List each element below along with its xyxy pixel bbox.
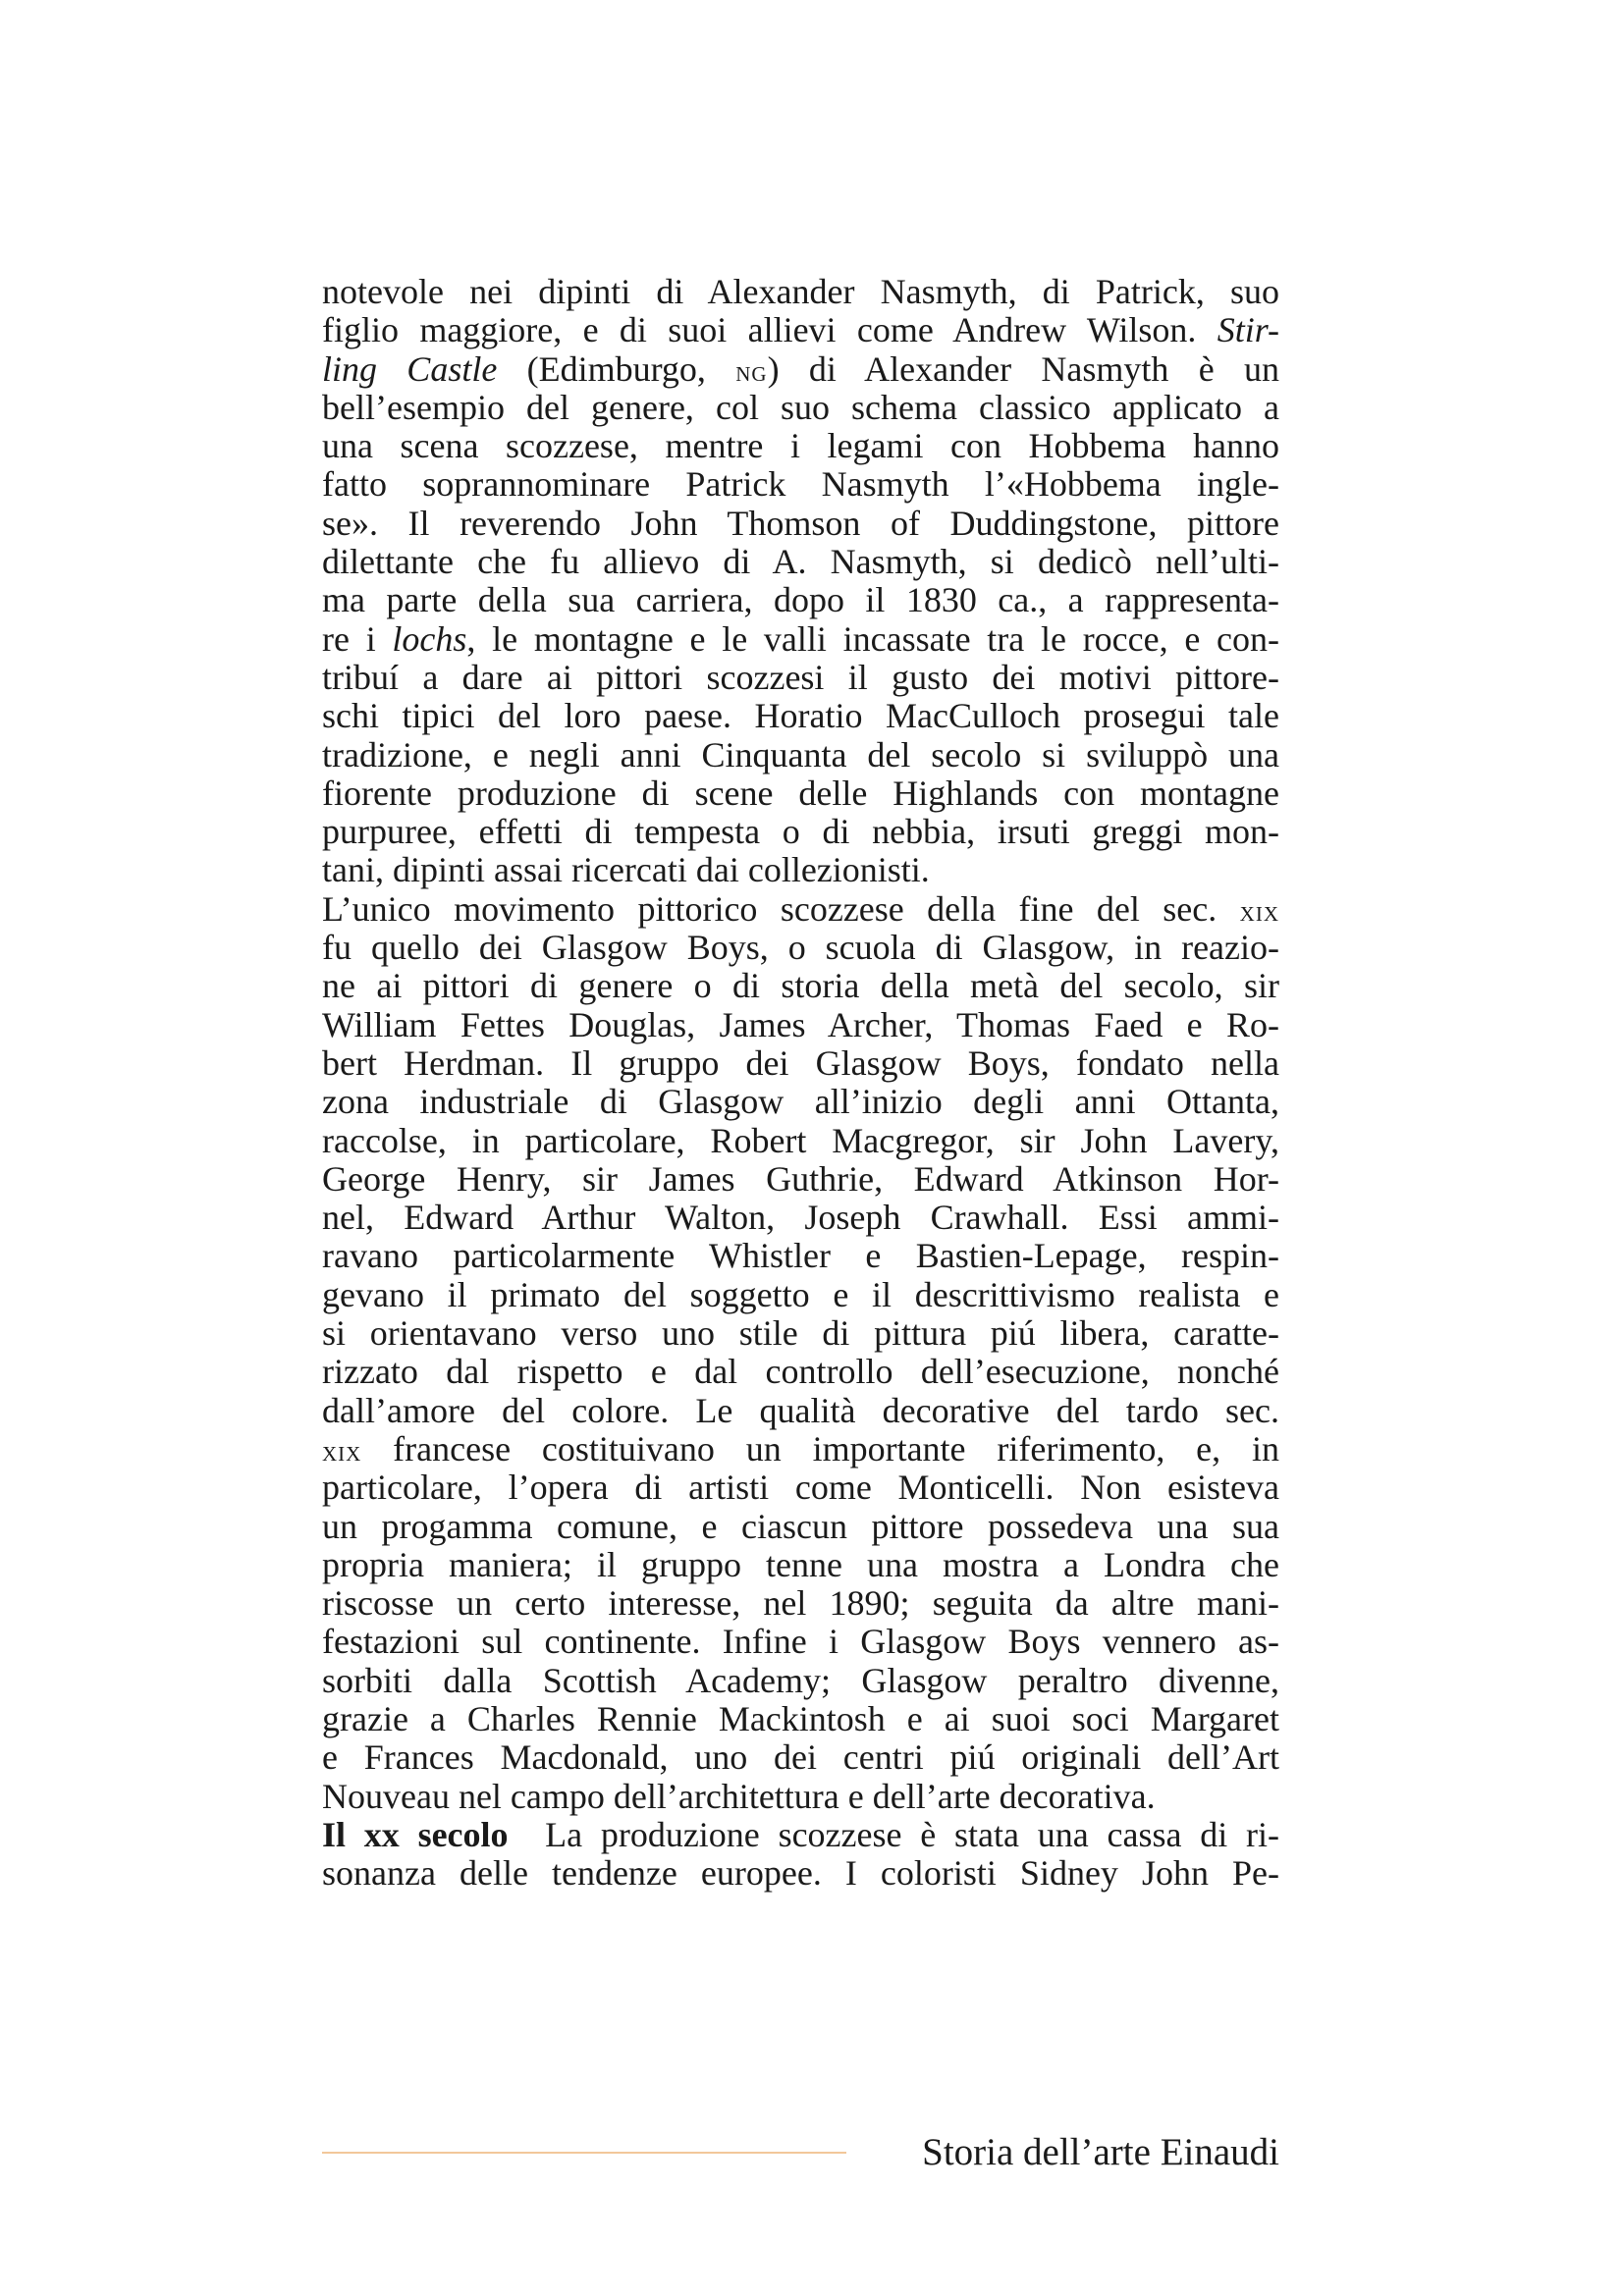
footer-rule — [322, 2152, 846, 2154]
text-line: sonanza delle tendenze europee. I coloristi Sidney John Pe- — [322, 1853, 1279, 1894]
article-body — [322, 273, 1279, 1893]
text-line: bell’esempio del genere, col suo schema classico applicato a — [322, 387, 1279, 427]
text-line: gevano il primato del soggetto e il descrittivismo realista e — [322, 1274, 1279, 1314]
text-line: dilettante che fu allievo di A. Nasmyth, si dedicò nell’ulti- — [322, 542, 1279, 582]
text-line: una scena scozzese, mentre i legami con Hobbema hanno — [322, 426, 1279, 466]
text-line: grazie a Charles Rennie Mackintosh e ai suoi soci Margaret — [322, 1698, 1279, 1738]
text-line: un progamma comune, e ciascun pittore possedeva una sua — [322, 1506, 1279, 1546]
section-heading-line: Il xx secolo La produzione scozzese è stata una cassa di ri- — [322, 1814, 1279, 1854]
text-line: xix francese costituivano un importante riferimento, e, in — [322, 1428, 1279, 1468]
italic-title: ling Castle — [322, 348, 498, 389]
text-line: si orientavano verso uno stile di pittura piú libera, caratte- — [322, 1313, 1279, 1354]
text-line: tani, dipinti assai ricercati dai collezionisti. — [322, 850, 930, 890]
text-line: bert Herdman. Il gruppo dei Glasgow Boys, fondato nella — [322, 1042, 1279, 1083]
text-line: William Fettes Douglas, James Archer, Thomas Faed e Ro- — [322, 1004, 1279, 1044]
text-line: George Henry, sir James Guthrie, Edward Atkinson Hor- — [322, 1158, 1279, 1199]
text-line: ravano particolarmente Whistler e Bastien-Lepage, respin- — [322, 1236, 1279, 1276]
section-heading: Il xx secolo — [322, 1814, 509, 1854]
italic-term: lochs — [392, 618, 467, 659]
text-line: rizzato dal rispetto e dal controllo dell’esecuzione, nonché — [322, 1352, 1279, 1392]
abbreviation: ng — [735, 354, 768, 388]
publication-title: Storia dell’arte Einaudi — [922, 2131, 1279, 2173]
text-line: zona industriale di Glasgow all’inizio degli anni Ottanta, — [322, 1082, 1279, 1122]
text-line: L’unico movimento pittorico scozzese della fine del sec. xix — [322, 888, 1279, 929]
text-line: tradizione, e negli anni Cinquanta del secolo si sviluppò una — [322, 734, 1279, 774]
text-line: festazioni sul continente. Infine i Glasgow Boys vennero as- — [322, 1622, 1279, 1662]
text-line: e Frances Macdonald, uno dei centri piú originali dell’Art — [322, 1737, 1279, 1778]
text-line: Nouveau nel campo dell’architettura e dell’arte decorativa. — [322, 1776, 1156, 1816]
text-line: raccolse, in particolare, Robert Macgregor, sir John Lavery, — [322, 1120, 1279, 1160]
text-line: ne ai pittori di genere o di storia della metà del secolo, sir — [322, 966, 1279, 1006]
text-line: purpuree, effetti di tempesta o di nebbia, irsuti greggi mon- — [322, 812, 1279, 852]
text-line: fiorente produzione di scene delle Highlands con montagne — [322, 773, 1279, 813]
text-line: fu quello dei Glasgow Boys, o scuola di Glasgow, in reazio- — [322, 928, 1279, 968]
page-footer — [322, 2128, 1279, 2177]
text-line: sorbiti dalla Scottish Academy; Glasgow peraltro divenne, — [322, 1660, 1279, 1700]
text-line: riscosse un certo interesse, nel 1890; seguita da altre mani- — [322, 1583, 1279, 1624]
text-line: nel, Edward Arthur Walton, Joseph Crawhall. Essi ammi- — [322, 1198, 1279, 1238]
text-line: fatto soprannominare Patrick Nasmyth l’«Hobbema ingle- — [322, 464, 1279, 505]
text-line: propria maniera; il gruppo tenne una mostra a Londra che — [322, 1544, 1279, 1584]
text-line: particolare, l’opera di artisti come Monticelli. Non esisteva — [322, 1468, 1279, 1508]
text-line: ma parte della sua carriera, dopo il 1830 ca., a rappresenta- — [322, 580, 1279, 620]
text-line: notevole nei dipinti di Alexander Nasmyth, di Patrick, suo — [322, 272, 1279, 311]
roman-numeral: xix — [322, 1434, 362, 1468]
italic-title: Stir- — [1217, 310, 1279, 350]
text-line: dall’amore del colore. Le qualità decorative del tardo sec. — [322, 1390, 1279, 1430]
text-line: schi tipici del loro paese. Horatio MacCulloch prosegui tale — [322, 696, 1279, 736]
text-line: ling Castle (Edimburgo, ng) di Alexander Nasmyth è un — [322, 348, 1279, 389]
text-line: tribuí a dare ai pittori scozzesi il gusto dei motivi pittore- — [322, 657, 1279, 697]
text-line: re i lochs, le montagne e le valli incassate tra le rocce, e con- — [322, 618, 1280, 659]
text-line: figlio maggiore, e di suoi allievi come Andrew Wilson. Stir- — [322, 310, 1279, 350]
text-line: se». Il reverendo John Thomson of Duddingstone, pittore — [322, 503, 1279, 543]
roman-numeral: xix — [1239, 894, 1279, 928]
